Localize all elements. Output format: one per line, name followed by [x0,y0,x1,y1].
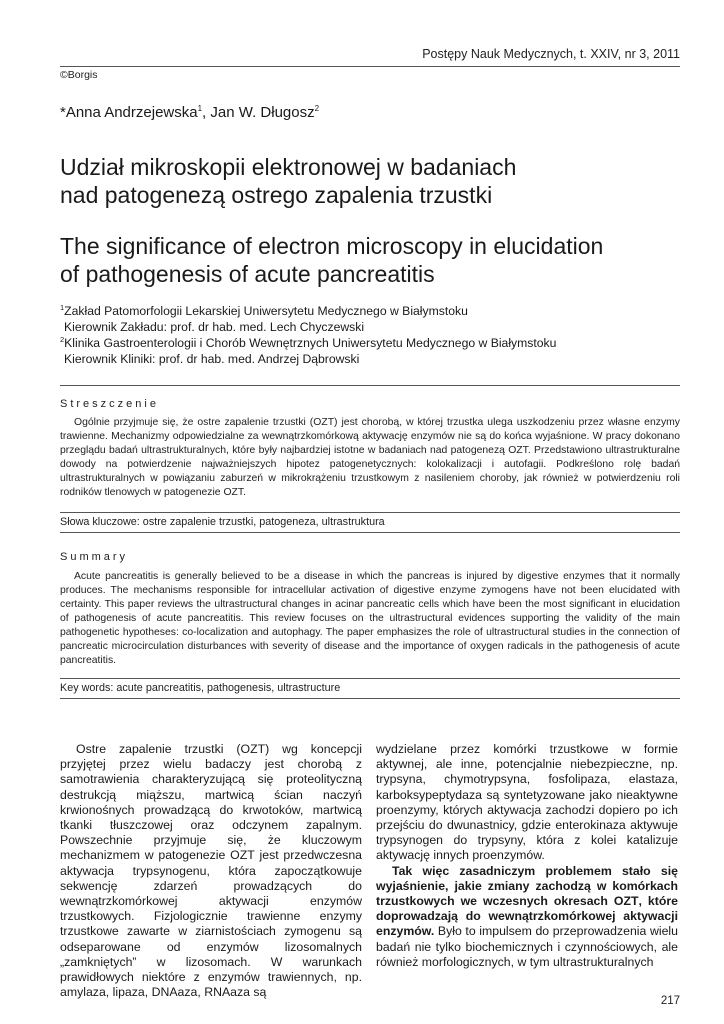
keywords-polish: Słowa kluczowe: ostre zapalenie trzustki, patogeneza, ultrastruktura [60,516,385,528]
title-english-line-2: of pathogenesis of acute pancreatitis [60,261,435,287]
keywords-english: Key words: acute pancreatitis, pathogenesis, ultrastructure [60,682,341,694]
divider [60,678,680,679]
text-run: , które doprowadzają do wewnątrzkomórkowej aktywacji enzymów. [376,894,678,939]
divider [60,698,680,699]
abbreviation: OZT [230,848,255,863]
divider [60,512,680,513]
affiliation-2-text: Klinika Gastroenterologii i Chorób Wewnętrznych Uniwersytetu Medycznego w Białymstoku [64,336,557,350]
abbreviation: OZT [240,742,266,756]
affiliation-2-mark: 2 [60,334,65,344]
affiliation-1-head: Kierownik Zakładu: prof. dr hab. med. Lech Chyczewski [64,320,365,334]
text-run: Ostre zapalenie trzustki ( [76,742,241,756]
title-english [60,232,603,288]
text-run: Tak więc zasadniczym problemem stało się wyjaśnienie, jakie zmiany zachodzą w komórkach trzustkowych we wczesnych okresach [376,863,678,909]
affiliation-2-head: Kierownik Kliniki: prof. dr hab. med. Andrzej Dąbrowski [64,352,360,366]
title-polish-line-2: nad patogenezą ostrego zapalenia trzustki [60,182,493,208]
author-1-affiliation-mark: 1 [197,104,203,113]
body-paragraph [376,864,678,970]
page-number: 217 [660,995,680,1007]
header-rule [60,66,680,67]
affiliation-1 [60,303,556,319]
divider [60,532,680,533]
title-polish [60,153,516,209]
affiliation-1-mark: 1 [60,302,65,312]
streszczenie-paragraph: Ogólnie przyjmuje się, że ostre zapalenie trzustki (OZT) jest chorobą, w której trzustka ulega uszkodzeniu przez własne enzymy trawienne. Mechanizmy odpowiedzialne za wewnątrzkomórkową aktywację enzymów nie są do końca wyjaśnione. W pracy dokonano przeglądu badań ultrastrukturalnych, które były najbardziej istotne w badaniach nad patogenezą OZT. Przedstawiono ultrastrukturalne dowody na potwierdzenie najważniejszych hipotez patogenetycznych: kolokalizacji i autofagii. Podkreślono rolę badań ultrastrukturalnych w powiązaniu zaburzeń w mikrokrążeniu trzustkowym z nasileniem choroby, jak również w potwierdzeniu roli rodników tlenowych w patogenezie OZT. [60,417,680,498]
text-run: ) wg koncepcji przyjętej przez wielu badaczy jest chorobą z samotrawienia charakteryzującą się proteolityczną destrukcją miąższu, martwicą ścian naczyń krwionośnych prowadzącą do krwotoków, martwicą tkanki tłuszczowej oraz odczynem zapalnym. Powszechnie przyjmuje się, że kluczowym mechanizmem w patogenezie [60,742,362,863]
streszczenie-text [60,416,680,500]
streszczenie-heading: Streszczenie [60,398,159,410]
affiliation-1-text: Zakład Patomorfologii Lekarskiej Uniwersytetu Medycznego w Białymstoku [64,304,468,318]
publisher-mark: ©Borgis [60,69,98,81]
author-2: , Jan W. Długosz [202,104,315,121]
summary-heading: Summary [60,551,129,563]
text-run: jest przedwczesna aktywacja trypsynogenu, która zapoczątkowuje sekwencję zdarzeń prowadzących do wewnątrzkomórkowej aktywacji enzymów trzustkowych. Fizjologicznie trawienne enzymy trzustkowe zawarte w ziarnistościach zymogenu są odseparowane od enzymów lizosomalnych „zamkniętych” w lizosomach. W warunkach prawidłowych niektóre z enzymów trawiennych, np. amylaza, lipaza, DNAaza, RNAaza są [60,848,362,1000]
summary-paragraph: Acute pancreatitis is generally believed to be a disease in which the pancreas is injured by digestive enzymes that it normally produces. The mechanisms responsible for intracellular activation of digestive enzyme zymogens have not been elucidated with certainty. This paper reviews the ultrastructural changes in acinar pancreatic cells which have been the most significant in elucidation of pathogenesis of acute pancreatitis. This review focuses on the ultrastructural evidences supporting the validity of the main pathogenetic hypotheses: co-localization and autophagy. The paper emphasizes the role of ultrastructural studies in the connection of pancreatic microcirculation disturbances with severity of disease and the importance of oxygen radicals in the pathogenesis of acute pancreatitis. [60,571,680,666]
title-polish-line-1: Udział mikroskopii elektronowej w badaniach [60,154,517,180]
body-column-right [376,742,678,970]
divider [60,385,680,386]
body-column-left [60,742,362,1000]
affiliation-2 [60,335,556,351]
journal-citation: Postępy Nauk Medycznych, t. XXIV, nr 3, 2011 [422,47,680,61]
author-1: *Anna Andrzejewska [60,104,198,121]
text-run: Było to impulsem do przeprowadzenia wielu badań nie tylko biochemicznych i czynnościowych, ale również morfologicznych, w tym ultrastrukturalnych [376,924,678,969]
author-2-affiliation-mark: 2 [314,104,320,113]
body-paragraph: wydzielane przez komórki trzustkowe w formie aktywnej, ale inne, potencjalnie niebezpieczne, np. trypsyna, chymotrypsyna, fosfolipaza, elastaza, karboksypeptydaza są syntetyzowane jako nieaktywne proenzymy, których aktywacja zachodzi dopiero po ich przejściu do dwunastnicy, gdzie enterokinaza aktywuje trypsynogen do trypsyny, która z kolei katalizuje aktywację innych proenzymów. [376,742,678,863]
authors-line [60,104,319,121]
abbreviation: OZT [613,894,639,909]
affiliations [60,303,556,367]
body-paragraph [60,742,362,1000]
summary-text [60,570,680,668]
title-english-line-1: The significance of electron microscopy in elucidation [60,233,604,259]
